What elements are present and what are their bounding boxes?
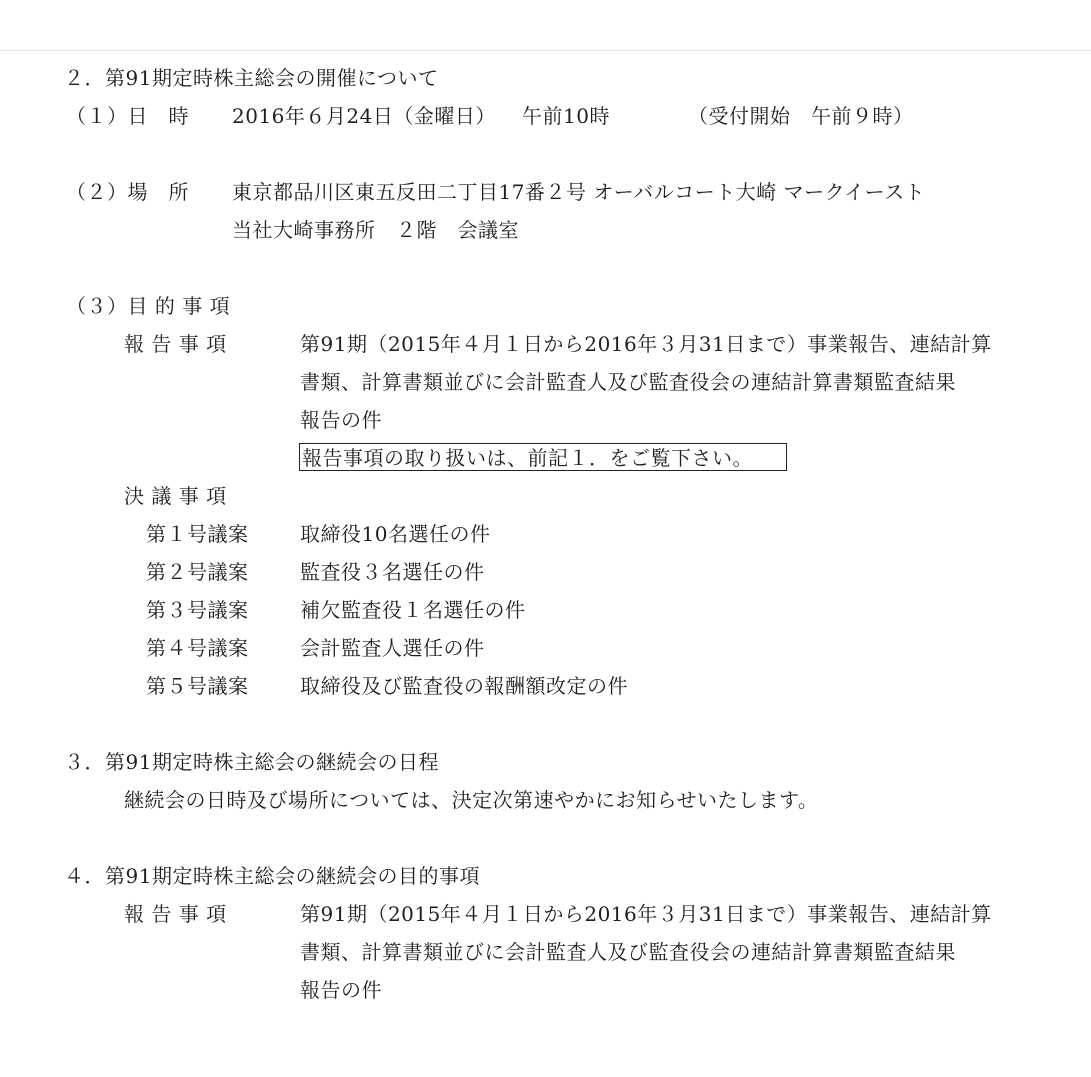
meeting-date: 2016年６月24日（金曜日） — [232, 104, 496, 128]
venue-room: 当社大崎事務所 ２階 会議室 — [232, 218, 519, 242]
resolution-items-label: 決 議 事 項 — [124, 484, 227, 508]
report-items-line1: 第91期（2015年４月１日から2016年３月31日まで）事業報告、連結計算 — [300, 332, 992, 356]
venue-address: 東京都品川区東五反田二丁目17番２号 オーバルコート大崎 マークイースト — [232, 180, 926, 204]
proposal-1-title: 取締役10名選任の件 — [300, 522, 491, 546]
proposal-2-number: 第２号議案 — [146, 560, 249, 584]
section4-report-line1: 第91期（2015年４月１日から2016年３月31日まで）事業報告、連結計算 — [300, 902, 992, 926]
proposal-5-title: 取締役及び監査役の報酬額改定の件 — [300, 674, 628, 698]
datetime-label: （１）日 時 — [66, 104, 189, 128]
section4-report-label: 報 告 事 項 — [124, 902, 227, 926]
proposal-3-title: 補欠監査役１名選任の件 — [300, 598, 526, 622]
report-items-label: 報 告 事 項 — [124, 332, 227, 356]
meeting-time: 午前10時 — [522, 104, 610, 128]
section3-body: 継続会の日時及び場所については、決定次第速やかにお知らせいたします。 — [124, 788, 819, 812]
report-items-line3: 報告の件 — [300, 408, 382, 432]
proposal-4-title: 会計監査人選任の件 — [300, 636, 485, 660]
reception-time: （受付開始 午前９時） — [688, 104, 914, 128]
report-note-text: 報告事項の取り扱いは、前記１．をご覧下さい。 — [302, 446, 753, 470]
agenda-label: （３）目 的 事 項 — [66, 294, 231, 318]
section3-heading: ３．第91期定時株主総会の継続会の日程 — [64, 750, 439, 774]
proposal-5-number: 第５号議案 — [146, 674, 249, 698]
section4-report-line3: 報告の件 — [300, 978, 382, 1002]
venue-label: （２）場 所 — [66, 180, 189, 204]
report-items-line2: 書類、計算書類並びに会計監査人及び監査役会の連結計算書類監査結果 — [300, 370, 956, 394]
section4-heading: ４．第91期定時株主総会の継続会の目的事項 — [64, 864, 480, 888]
proposal-2-title: 監査役３名選任の件 — [300, 560, 485, 584]
section4-report-line2: 書類、計算書類並びに会計監査人及び監査役会の連結計算書類監査結果 — [300, 940, 956, 964]
proposal-4-number: 第４号議案 — [146, 636, 249, 660]
proposal-3-number: 第３号議案 — [146, 598, 249, 622]
report-note-box — [299, 443, 787, 471]
proposal-1-number: 第１号議案 — [146, 522, 249, 546]
section2-heading: ２．第91期定時株主総会の開催について — [64, 66, 439, 90]
page-top-divider — [0, 50, 1091, 51]
